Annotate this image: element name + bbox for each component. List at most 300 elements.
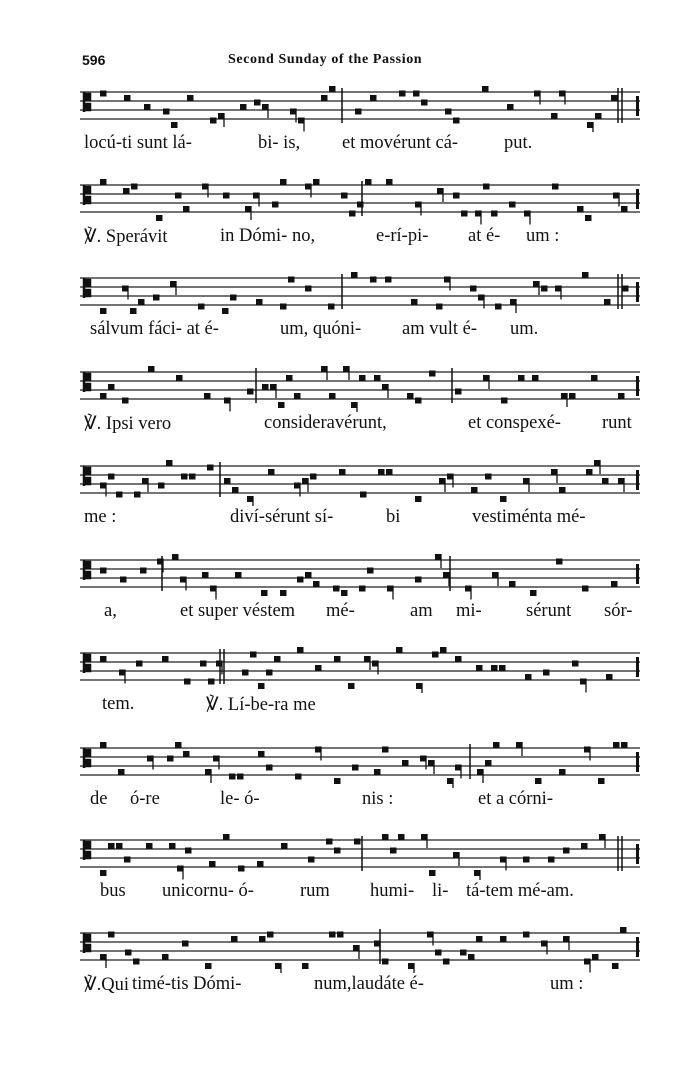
neume	[176, 375, 183, 381]
neume	[210, 118, 217, 124]
neume	[266, 670, 273, 676]
neume	[378, 469, 385, 475]
neume	[415, 398, 422, 404]
neume	[258, 683, 265, 689]
neume	[131, 184, 138, 190]
neume	[445, 109, 452, 115]
custos-mark	[636, 96, 639, 116]
neume	[548, 857, 555, 863]
lyric: um :	[526, 226, 560, 246]
neume	[370, 95, 377, 101]
neume	[360, 492, 367, 498]
staff-3	[80, 268, 640, 318]
neume	[415, 577, 422, 583]
neume	[518, 375, 525, 381]
custos-mark	[636, 564, 639, 584]
neume	[386, 179, 393, 185]
neume	[621, 206, 628, 212]
neume	[334, 778, 341, 784]
neume	[471, 487, 478, 493]
neume	[281, 843, 288, 849]
neume	[453, 193, 460, 199]
neume	[254, 100, 261, 106]
lyric: ℣.Qui	[84, 975, 130, 995]
neume	[198, 304, 205, 310]
neume	[543, 670, 550, 676]
neume	[182, 941, 189, 947]
neume	[483, 184, 490, 190]
neume	[223, 834, 230, 840]
neume	[621, 742, 628, 748]
lyric: e-rí-pi-	[376, 226, 429, 246]
neume	[359, 375, 366, 381]
lyric: et conspexé-	[468, 413, 561, 433]
neume	[175, 742, 182, 748]
neume	[100, 742, 107, 748]
neume	[495, 304, 502, 310]
neume	[305, 572, 312, 578]
neume	[591, 375, 598, 381]
neume	[334, 656, 341, 662]
neume	[184, 679, 191, 685]
custos-mark	[636, 376, 639, 396]
lyric: at é-	[468, 226, 501, 246]
neume	[535, 778, 542, 784]
neume	[440, 647, 447, 653]
lyric: le- ó-	[220, 789, 260, 809]
neume	[399, 91, 406, 97]
neume	[108, 474, 115, 480]
neume	[183, 206, 190, 212]
neume	[224, 478, 231, 484]
neume	[100, 308, 107, 314]
neume	[421, 100, 428, 106]
neume	[365, 179, 372, 185]
neume	[223, 193, 230, 199]
neume	[622, 286, 629, 292]
neume	[116, 843, 123, 849]
neume	[612, 963, 619, 969]
lyric: ℣. Lí-be-ra me	[206, 695, 316, 715]
neume	[586, 469, 593, 475]
neume	[138, 299, 145, 305]
neume	[207, 465, 214, 471]
neume	[134, 492, 141, 498]
lyric: et movérunt cá-	[342, 133, 459, 153]
neume	[288, 277, 295, 283]
neume	[429, 371, 436, 377]
chant-system-3	[80, 268, 640, 346]
neume	[124, 95, 131, 101]
staff-4	[80, 362, 640, 412]
neume	[582, 272, 589, 278]
neume	[532, 375, 539, 381]
neume	[485, 760, 492, 766]
neume	[415, 496, 422, 502]
neume	[354, 839, 361, 845]
neume	[267, 932, 274, 938]
staff-10	[80, 923, 640, 973]
neume	[618, 393, 625, 399]
custos-mark	[636, 470, 639, 490]
neume	[507, 104, 514, 110]
neume	[569, 393, 576, 399]
chant-system-4	[80, 362, 640, 440]
neume	[390, 848, 397, 854]
neume	[258, 751, 265, 757]
neume	[229, 774, 236, 780]
neume	[280, 590, 287, 596]
neume	[592, 954, 599, 960]
lyric: diví-sérunt sí-	[230, 507, 334, 527]
neume	[611, 581, 618, 587]
neume	[108, 384, 115, 390]
neume	[602, 478, 609, 484]
lyric: consideravérunt,	[264, 413, 387, 433]
neume	[189, 474, 196, 480]
neume	[100, 656, 107, 662]
neume	[295, 774, 302, 780]
neume	[100, 870, 107, 876]
neume	[163, 109, 170, 115]
neume	[563, 848, 570, 854]
neume	[222, 308, 229, 314]
neume	[297, 647, 304, 653]
neume	[461, 211, 468, 217]
staff-8	[80, 738, 640, 788]
neume	[124, 857, 131, 863]
clef-icon	[84, 933, 90, 953]
neume	[100, 393, 107, 399]
neume	[359, 586, 366, 592]
lyric: locú-ti sunt lá-	[84, 133, 192, 153]
chant-system-6	[80, 550, 640, 628]
lyric: bi	[386, 507, 401, 527]
neume	[559, 487, 566, 493]
neume	[280, 304, 287, 310]
custos-mark	[636, 282, 639, 302]
clef-icon	[84, 748, 90, 768]
neume	[153, 295, 160, 301]
lyric: rum	[300, 881, 330, 901]
neume	[140, 568, 147, 574]
neume	[297, 577, 304, 583]
lyric: li-	[432, 881, 449, 901]
clef-icon	[84, 92, 90, 112]
neume	[130, 308, 137, 314]
clef-icon	[84, 372, 90, 392]
page-number: 596	[82, 52, 106, 68]
neume	[280, 179, 287, 185]
chant-system-8	[80, 738, 640, 816]
neume	[313, 179, 320, 185]
neume	[370, 277, 377, 283]
neume	[460, 950, 467, 956]
lyric: et a córni-	[478, 789, 553, 809]
neume	[499, 665, 506, 671]
neume	[604, 299, 611, 305]
staff-5	[80, 456, 640, 506]
neume	[230, 295, 237, 301]
lyric: unicornu- ó-	[162, 881, 254, 901]
neume	[341, 193, 348, 199]
lyric: bus	[100, 881, 126, 901]
chant-system-2	[80, 175, 640, 253]
neume	[286, 375, 293, 381]
neume	[582, 586, 589, 592]
neume	[385, 277, 392, 283]
neume	[509, 581, 516, 587]
neume	[329, 86, 336, 92]
neume	[181, 474, 188, 480]
neume	[339, 469, 346, 475]
chant-system-9	[80, 830, 640, 908]
lyric: et super véstem	[180, 601, 296, 621]
neume	[432, 652, 439, 658]
neume	[455, 656, 462, 662]
neume	[491, 211, 498, 217]
neume	[411, 299, 418, 305]
neume	[278, 402, 285, 408]
neume	[509, 202, 516, 208]
neume	[108, 932, 115, 938]
chant-system-7	[80, 643, 640, 721]
neume	[386, 469, 393, 475]
clef-icon	[84, 278, 90, 298]
neume	[250, 652, 257, 658]
neume	[525, 674, 532, 680]
neume	[453, 118, 460, 124]
neume	[144, 104, 151, 110]
neume	[328, 304, 335, 310]
neume	[476, 665, 483, 671]
neume	[156, 215, 163, 221]
neume	[435, 950, 442, 956]
neume	[436, 304, 443, 310]
neume	[351, 272, 358, 278]
neume	[240, 104, 247, 110]
neume	[611, 95, 618, 101]
neume	[367, 568, 374, 574]
lyric: um :	[550, 974, 584, 994]
neume	[200, 661, 207, 667]
neume	[476, 936, 483, 942]
staff-2	[80, 175, 640, 225]
neume	[552, 184, 559, 190]
neume	[333, 586, 340, 592]
neume	[396, 647, 403, 653]
lyric: ℣. Ipsi vero	[84, 414, 172, 434]
neume	[208, 679, 215, 685]
neume	[187, 95, 194, 101]
neume	[402, 760, 409, 766]
neume	[259, 936, 266, 942]
clef-icon	[84, 560, 90, 580]
neume	[202, 572, 209, 578]
lyric: tá-tem mé-am.	[466, 881, 574, 901]
custos-mark	[636, 844, 639, 864]
running-title: Second Sunday of the Passion	[228, 52, 423, 67]
neume	[123, 188, 130, 194]
neume	[257, 861, 264, 867]
neume	[352, 765, 359, 771]
lyric: runt	[602, 413, 632, 433]
neume	[100, 91, 107, 97]
neume	[183, 751, 190, 757]
neume	[523, 932, 530, 938]
neume	[262, 384, 269, 390]
neume	[116, 492, 123, 498]
neume	[310, 474, 317, 480]
neume	[133, 959, 140, 965]
neume	[272, 202, 279, 208]
neume	[374, 769, 381, 775]
neume	[175, 193, 182, 199]
neume	[256, 299, 263, 305]
staff-6	[80, 550, 640, 600]
lyric: am vult é-	[402, 319, 478, 339]
neume	[374, 375, 381, 381]
neume	[321, 95, 328, 101]
lyric: mé-	[326, 601, 355, 621]
neume	[169, 843, 176, 849]
lyric: ó-re	[130, 789, 160, 809]
neume	[171, 122, 178, 128]
neume	[398, 834, 405, 840]
lyric: sór-	[604, 601, 633, 621]
neume	[577, 206, 584, 212]
neume	[585, 215, 592, 221]
neume	[556, 559, 563, 565]
neume	[302, 963, 309, 969]
chant-system-5	[80, 456, 640, 534]
neume	[294, 393, 301, 399]
neume	[185, 848, 192, 854]
neume	[235, 572, 242, 578]
lyric: bi- is,	[258, 133, 301, 153]
neume	[341, 590, 348, 596]
lyric: timé-tis Dómi-	[132, 974, 242, 994]
clef-icon	[84, 840, 90, 860]
neume	[247, 389, 254, 395]
lyric: am	[410, 601, 433, 621]
neume	[491, 665, 498, 671]
neume	[551, 113, 558, 119]
neume	[326, 839, 333, 845]
neume	[238, 866, 245, 872]
neume	[523, 857, 530, 863]
lyric: a,	[104, 601, 117, 621]
neume	[500, 936, 507, 942]
clef-icon	[84, 653, 90, 673]
lyric: me :	[84, 507, 117, 527]
page-header	[80, 52, 640, 74]
neume	[166, 460, 173, 466]
neume	[470, 286, 477, 292]
neume	[541, 286, 548, 292]
neume	[443, 959, 450, 965]
neume	[158, 483, 165, 489]
neume	[100, 568, 107, 574]
neume	[329, 932, 336, 938]
clef-icon	[84, 466, 90, 486]
staff-1	[80, 82, 640, 132]
neume	[613, 742, 620, 748]
neume	[148, 366, 155, 372]
neume	[205, 963, 212, 969]
staff-7	[80, 643, 640, 693]
neume	[337, 932, 344, 938]
neume	[242, 670, 249, 676]
neume	[172, 554, 179, 560]
neume	[231, 936, 238, 942]
lyric: nis :	[362, 789, 394, 809]
neume	[485, 474, 492, 480]
lyric: humi-	[370, 881, 415, 901]
clef-icon	[84, 185, 90, 205]
lyric: um.	[510, 319, 539, 339]
custos-mark	[636, 657, 639, 677]
lyric: vestiménta mé-	[472, 507, 586, 527]
neume	[308, 857, 315, 863]
chant-system-1	[80, 82, 640, 160]
neume	[348, 683, 355, 689]
neume	[261, 590, 268, 596]
neume	[100, 179, 107, 185]
neume	[118, 769, 125, 775]
neume	[429, 870, 436, 876]
neume	[382, 959, 389, 965]
custos-mark	[636, 752, 639, 772]
neume	[382, 834, 389, 840]
neume	[274, 656, 281, 662]
chant-system-10	[80, 923, 640, 1001]
neume	[305, 286, 312, 292]
neume	[122, 398, 129, 404]
neume	[595, 113, 602, 119]
lyric: put.	[504, 133, 533, 153]
neume	[500, 496, 507, 502]
neume	[136, 661, 143, 667]
neume	[572, 661, 579, 667]
lyric: num,laudáte é-	[314, 974, 424, 994]
lyric: mi-	[456, 601, 482, 621]
lyric: sálvum fáci- at é-	[90, 319, 219, 339]
neume	[620, 927, 627, 933]
neume	[530, 590, 537, 596]
neume	[313, 581, 320, 587]
neume	[146, 843, 153, 849]
neume	[482, 86, 489, 92]
neume	[334, 848, 341, 854]
lyric: tem.	[102, 694, 135, 714]
neume	[162, 656, 169, 662]
neume	[606, 674, 613, 680]
neume	[268, 469, 275, 475]
neume	[455, 389, 462, 395]
neume	[167, 756, 174, 762]
custos-mark	[636, 937, 639, 957]
neume	[329, 393, 336, 399]
neume	[266, 765, 273, 771]
neume	[413, 91, 420, 97]
neume	[493, 742, 500, 748]
neume	[237, 774, 244, 780]
staff-9	[80, 830, 640, 880]
lyric: um, quóni-	[280, 319, 362, 339]
neume	[349, 211, 356, 217]
neume	[357, 202, 364, 208]
